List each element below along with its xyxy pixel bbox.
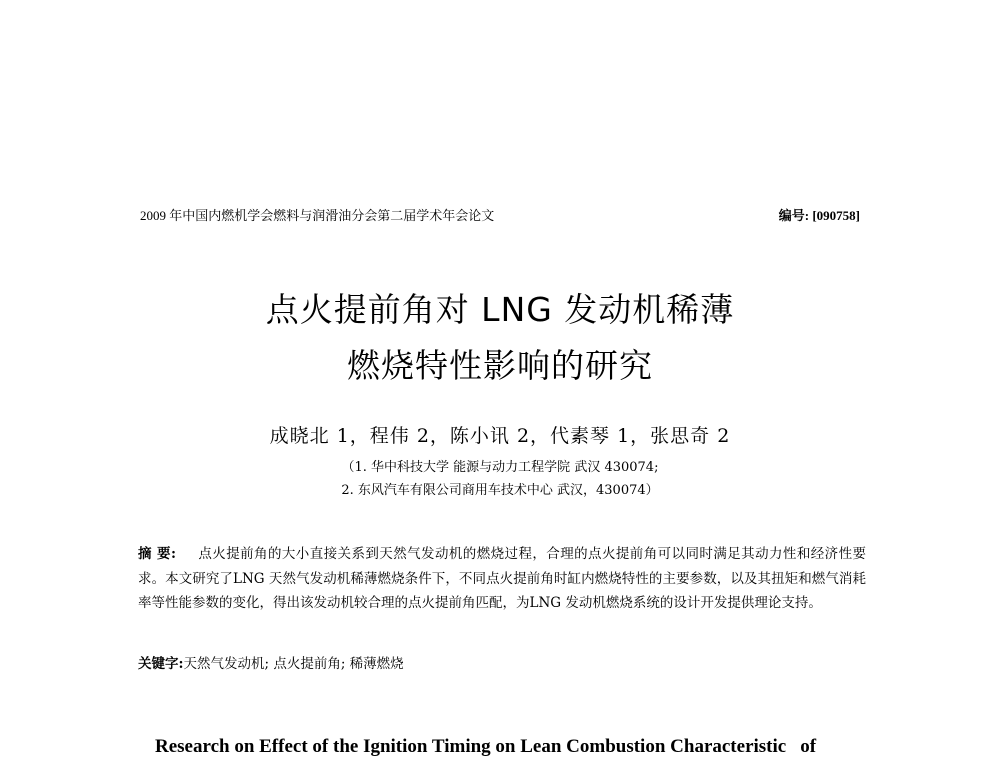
- english-title-main: Research on Effect of the Ignition Timing on Lean Combustion Characteristic: [155, 736, 787, 757]
- abstract: [138, 542, 866, 616]
- english-title: [155, 736, 816, 758]
- affiliation-1: （1. 华中科技大学 能源与动力工程学院 武汉 430074;: [341, 460, 659, 475]
- author-list: 成晓北 1，程伟 2，陈小讯 2，代素琴 1，张思奇 2: [269, 425, 731, 447]
- abstract-label: 摘 要:: [138, 546, 176, 562]
- keywords-text: 天然气发动机; 点火提前角; 稀薄燃烧: [183, 656, 404, 672]
- title-line-1: 点火提前角对 LNG 发动机稀薄: [265, 290, 735, 329]
- english-title-tail: of: [800, 736, 817, 757]
- keywords-label: 关键字:: [138, 656, 184, 672]
- title-line-2: 燃烧特性影响的研究: [347, 346, 653, 385]
- keywords: [138, 652, 404, 672]
- abstract-text: 点火提前角的大小直接关系到天然气发动机的燃烧过程，合理的点火提前角可以同时满足其动力性和经济性要求。本文研究了LNG 天然气发动机稀薄燃烧条件下，不同点火提前角时缸内燃烧特性的主要参数，以及其扭矩和燃气消耗率等性能参数的变化，得出该发动机较合理的点火提前角匹配，为LNG 发动机燃烧系统的设计开发提供理论支持。: [138, 546, 866, 611]
- conference-header: 2009 年中国内燃机学会燃料与润滑油分会第二届学术年会论文: [140, 208, 495, 223]
- paper-number: 编号: [090758]: [778, 208, 860, 223]
- affiliation-2: 2. 东风汽车有限公司商用车技术中心 武汉，430074）: [341, 483, 659, 498]
